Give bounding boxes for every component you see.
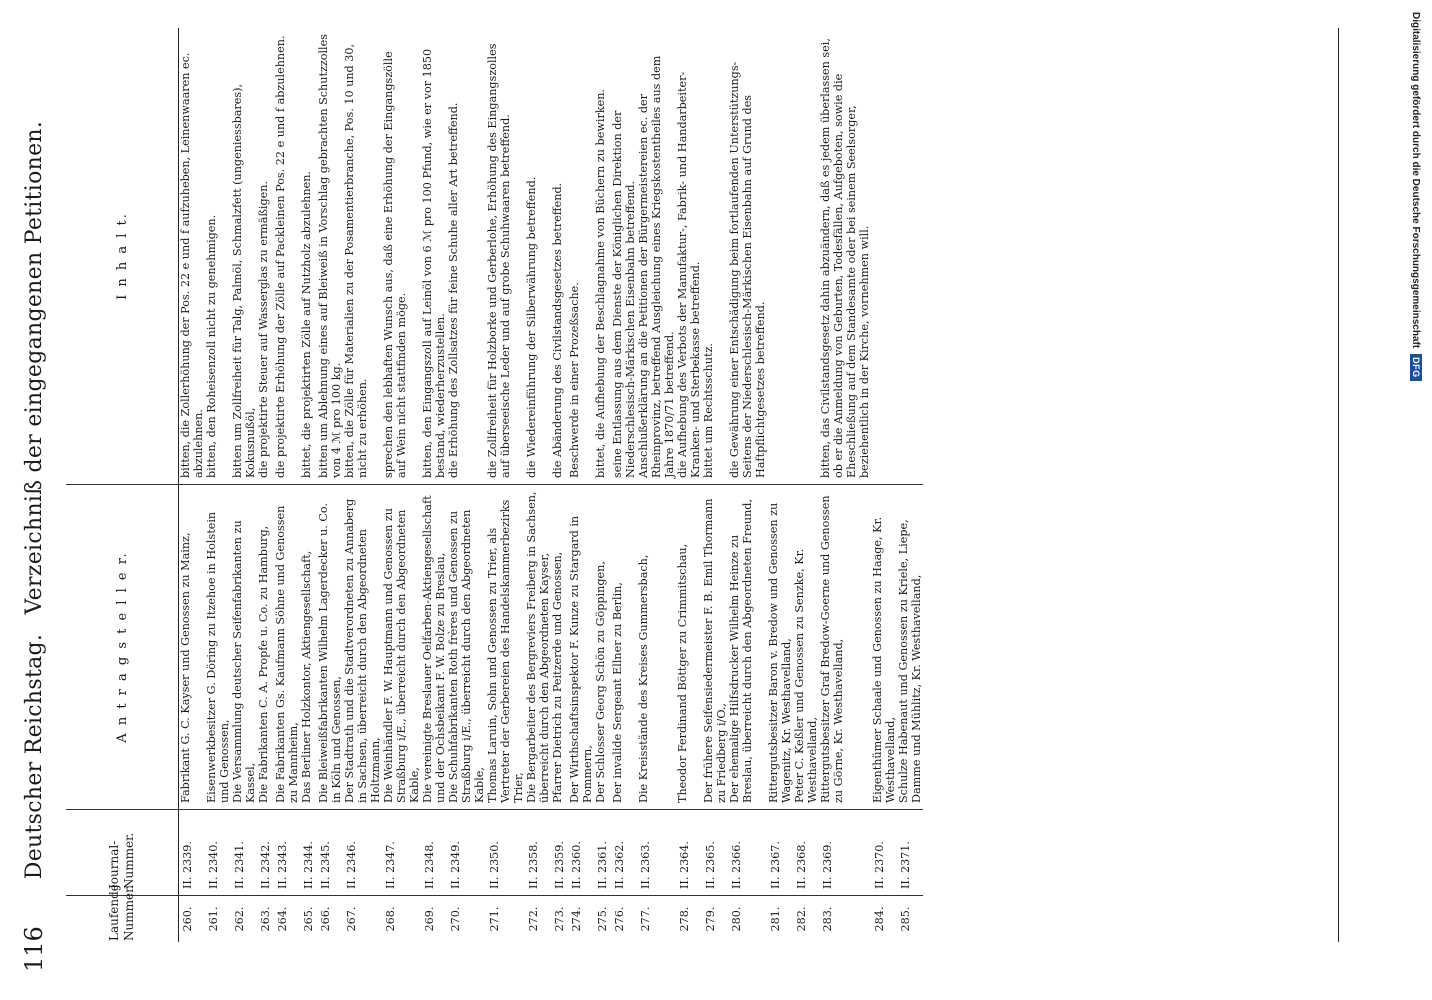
cell-inhalt: die Wiedereinführung der Silberwährung betreffend. <box>525 176 538 478</box>
table-row <box>179 28 206 942</box>
cell-inhalt: bitten um Zollfreiheit für Talg, Palmöl, Schmalzfett (ungeniessbares), Kokusnußöl, <box>231 83 257 478</box>
bottom-rule <box>1338 28 1339 942</box>
column-header-antragsteller: A n t r a g s t e l l e r. <box>66 485 179 810</box>
cell-antragsteller: Der ehemalige Hilfsdrucker Wilhelm Heinze zu Breslau, überreicht durch den Abgeordneten Freund, <box>728 485 767 810</box>
cell-inhalt: die Aufhebung des Verbots der Manufaktur-, Fabrik- und Handarbeiter-Kranken- und Sterbekasse betreffend. <box>676 71 702 478</box>
table-row <box>637 28 676 942</box>
table-row <box>274 28 300 942</box>
cell-jnr: II. 2348. <box>421 810 447 896</box>
petitions-table-wrap <box>66 28 1336 942</box>
cell-jnr: II. 2341. <box>231 810 257 896</box>
cell-jnr: II. 2340. <box>205 810 231 896</box>
cell-lfd: 280. <box>728 896 767 943</box>
cell-antragsteller: Eisenwerkbesitzer G. Döring zu Itzehoe in Holstein und Genossen, <box>205 485 231 810</box>
cell-lfd: 272. <box>525 896 551 943</box>
title-left: Deutscher Reichstag. <box>22 633 47 880</box>
table-row <box>676 28 702 942</box>
cell-antragsteller: Die Bleiweißfabrikanten Wilhelm Lagerdecker u. Co. in Köln und Genossen, <box>317 485 343 810</box>
cell-inhalt: bittet um Rechtsschutz. <box>702 343 715 478</box>
cell-antragsteller: Der invalide Sergeant Ellner zu Berlin, <box>611 485 637 810</box>
cell-inhalt: seine Entlassung aus dem Dienste der Königlichen Direktion der Niederschlesisch-Märkischen Eisenbahn betreffend. <box>611 110 637 478</box>
cell-inhalt: bittet, die Aufhebung der Beschlagnahme von Büchern zu bewirken. <box>594 89 607 478</box>
cell-inhalt <box>767 28 793 485</box>
title-right: Verzeichniß der eingegangenen Petitionen. <box>22 120 47 615</box>
cell-lfd: 275. <box>594 896 611 943</box>
digitisation-note-text: Digitalisierung gefördert durch die Deutsche Forschungsgemeinschaft <box>1410 12 1422 349</box>
table-header-row <box>66 28 179 942</box>
table-row <box>231 28 257 942</box>
table-row <box>793 28 819 942</box>
cell-lfd: 269. <box>421 896 447 943</box>
cell-lfd: 265. <box>300 896 317 943</box>
cell-jnr: II. 2367. <box>767 810 793 896</box>
cell-inhalt: die Zollfreiheit für Holzborke und Gerberlohe, Erhöhung des Eingangszolles auf überseeische Leder und auf grobe Schuhwaaren betreffend. <box>486 43 512 478</box>
cell-antragsteller: Rittergutsbesitzer Baron v. Bredow und Genossen zu Wagenitz, Kr. Westhavelland, <box>767 485 793 810</box>
cell-jnr: II. 2339. <box>179 810 206 896</box>
cell-lfd: 278. <box>676 896 702 943</box>
table-row <box>897 28 923 942</box>
cell-antragsteller: Die vereinigte Breslauer Oelfarben-Aktiengesellschaft und der Ochsbeikant F. W. Bolze zu Breslau, <box>421 485 447 810</box>
table-row <box>382 28 421 942</box>
cell-lfd: 284. <box>871 896 897 943</box>
table-row <box>728 28 767 942</box>
cell-inhalt: bitten, die Zölle für Materialien zu der Posamentierbranche, Pos. 10 und 30, nicht zu erhöhen. <box>343 43 369 478</box>
cell-jnr: II. 2366. <box>728 810 767 896</box>
petitions-table <box>66 28 923 942</box>
cell-inhalt: die projektirte Erhöhung der Zölle auf Packleinen Pos. 22 e und f abzulehnen. <box>274 35 287 478</box>
cell-antragsteller: Theodor Ferdinand Böttger zu Crimmitschau, <box>676 485 702 810</box>
cell-lfd: 270. <box>447 896 486 943</box>
cell-jnr: II. 2347. <box>382 810 421 896</box>
cell-inhalt: bitten, die Zollerhöhung der Pos. 22 e und f aufzuheben, Leinenwaaren ec. abzulehnen. <box>179 52 205 478</box>
cell-lfd: 279. <box>702 896 728 943</box>
cell-lfd: 281. <box>767 896 793 943</box>
cell-antragsteller: Die Fabrikanten C. A. Propfe u. Co. zu Hamburg, <box>257 485 274 810</box>
table-row <box>568 28 594 942</box>
cell-jnr: II. 2363. <box>637 810 676 896</box>
cell-jnr: II. 2342. <box>257 810 274 896</box>
cell-antragsteller: Rittergutsbesitzer Graf Bredow-Goerne und Genossen zu Görne, Kr. Westhavelland, <box>819 485 871 810</box>
page-title <box>22 28 47 972</box>
cell-lfd: 276. <box>611 896 637 943</box>
cell-inhalt <box>871 28 897 485</box>
cell-jnr: II. 2370. <box>871 810 897 896</box>
table-row <box>300 28 317 942</box>
column-header-jnr: Journal-Nummer. <box>66 810 179 896</box>
table-row <box>525 28 551 942</box>
cell-antragsteller: Die Fabrikanten Gs. Kaufmann Söhne und Genossen zu Mannheim, <box>274 485 300 810</box>
cell-inhalt: die projektirte Steuer auf Wasserglas zu ermäßigen. <box>257 180 270 478</box>
cell-lfd: 285. <box>897 896 923 943</box>
table-row <box>594 28 611 942</box>
cell-jnr: II. 2364. <box>676 810 702 896</box>
table-row <box>317 28 343 942</box>
cell-lfd: 273. <box>551 896 568 943</box>
cell-jnr: II. 2359. <box>551 810 568 896</box>
column-header-inhalt: I n h a l t. <box>66 28 179 485</box>
table-row <box>486 28 525 942</box>
cell-inhalt: Beschwerde in einer Prozeßsache. <box>568 282 581 478</box>
cell-inhalt: bittet, die projektirten Zölle auf Nutzholz abzulehnen. <box>300 171 313 478</box>
cell-antragsteller: Thomas Laruin, Sohn und Genossen zu Trier, als Vertreter der Gerbereien des Handelskammerbezirks Trier, <box>486 485 525 810</box>
table-row <box>702 28 728 942</box>
cell-jnr: II. 2346. <box>343 810 382 896</box>
cell-antragsteller: Die Kreisstände des Kreises Gummersbach, <box>637 485 676 810</box>
table-row <box>819 28 871 942</box>
cell-inhalt <box>793 28 819 485</box>
cell-lfd: 264. <box>274 896 300 943</box>
cell-jnr: II. 2343. <box>274 810 300 896</box>
dfg-logo: DFG <box>1410 354 1422 381</box>
cell-antragsteller: Der Wirthschaftsinspektor F. Kunze zu Stargard in Pommern, <box>568 485 594 810</box>
cell-inhalt: die Erhöhung des Zollsatzes für feine Schuhe aller Art betreffend. <box>447 102 460 478</box>
cell-inhalt <box>897 28 923 485</box>
column-header-lfd: Laufende Nummer. <box>66 896 179 943</box>
cell-lfd: 262. <box>231 896 257 943</box>
cell-inhalt: bitten, das Civilstandsgesetz dahin abzuändern, daß es jedem überlassen sei, ob er die Anmeldung von Geburten, Todesfällen, Aufgeboten, sowie die Eheschließung auf dem Standesamte oder bei seinem Seelsorger, beziehentlich in der Kirche, vornehmen will. <box>819 38 871 478</box>
cell-lfd: 268. <box>382 896 421 943</box>
cell-lfd: 271. <box>486 896 525 943</box>
cell-antragsteller: Peter C. Keßler und Genossen zu Senzke, Kr. Westhavelland, <box>793 485 819 810</box>
page-number: 116 <box>20 926 48 972</box>
cell-inhalt: sprechen den lebhaften Wunsch aus, daß eine Erhöhung der Eingangszölle auf Wein nicht stattfinden möge. <box>382 51 408 478</box>
table-row <box>767 28 793 942</box>
cell-inhalt: bitten, den Roheisenzoll nicht zu genehmigen. <box>205 214 218 478</box>
cell-lfd: 282. <box>793 896 819 943</box>
cell-jnr: II. 2369. <box>819 810 871 896</box>
cell-jnr: II. 2371. <box>897 810 923 896</box>
cell-inhalt: bitten, den Eingangszoll auf Leinöl von 6 ℳ pro 100 Pfund, wie er vor 1850 bestand, wiederherzustellen. <box>421 48 447 478</box>
cell-antragsteller: Das Berliner Holzkontor, Aktiengesellschaft, <box>300 485 317 810</box>
cell-antragsteller: Der frühere Seifensiedermeister F. B. Emil Thormann zu Friedberg i/O., <box>702 485 728 810</box>
cell-antragsteller: Fabrikant G. C. Kayser und Genossen zu Mainz, <box>179 485 206 810</box>
table-body <box>179 28 924 942</box>
cell-jnr: II. 2368. <box>793 810 819 896</box>
cell-lfd: 274. <box>568 896 594 943</box>
cell-lfd: 261. <box>205 896 231 943</box>
cell-inhalt: die Gewährung einer Entschädigung beim fortlaufenden Unterstützungs-Seitens der Niederschlesisch-Märkischen Eisenbahn auf Grund des Haftpflichtgesetzes betreffend. <box>728 61 767 478</box>
cell-antragsteller: Die Weinhändler F. W. Hauptmann und Genossen zu Straßburg i/E., überreicht durch den Abgeordneten Kable, <box>382 485 421 810</box>
cell-jnr: II. 2350. <box>486 810 525 896</box>
table-row <box>871 28 897 942</box>
cell-antragsteller: Der Stadtrath und die Stadtverordneten zu Annaberg in Sachsen, überreicht durch den Abgeordneten Holtzmann, <box>343 485 382 810</box>
cell-jnr: II. 2362. <box>611 810 637 896</box>
cell-jnr: II. 2361. <box>594 810 611 896</box>
cell-inhalt: bitten um Ablehnung eines auf Bleiweiß in Vorschlag gebrachten Schutzzolles von 4 ℳ pro 100 kg. <box>317 34 343 478</box>
cell-lfd: 283. <box>819 896 871 943</box>
cell-antragsteller: Pfarrer Dietrich zu Peitzerde und Genossen, <box>551 485 568 810</box>
cell-jnr: II. 2349. <box>447 810 486 896</box>
table-row <box>421 28 447 942</box>
table-row <box>257 28 274 942</box>
table-row <box>205 28 231 942</box>
table-row <box>551 28 568 942</box>
cell-lfd: 266. <box>317 896 343 943</box>
cell-lfd: 260. <box>179 896 206 943</box>
cell-antragsteller: Die Bergarbeiter des Bergreviers Freiberg in Sachsen, überreicht durch den Abgeordneten Kayser, <box>525 485 551 810</box>
table-row <box>447 28 486 942</box>
cell-jnr: II. 2358. <box>525 810 551 896</box>
cell-antragsteller: Die Schuhfabrikanten Roth frères und Genossen zu Straßburg i/E., überreicht durch den Abgeordneten Kable, <box>447 485 486 810</box>
cell-jnr: II. 2365. <box>702 810 728 896</box>
cell-antragsteller: Schulze Habenaut und Genossen zu Kriele, Liepe, Damme und Mühlitz, Kr. Westhavelland, <box>897 485 923 810</box>
cell-inhalt: die Abänderung des Civilstandsgesetzes betreffend. <box>551 182 564 478</box>
cell-antragsteller: Die Versammlung deutscher Seifenfabrikanten zu Kassel, <box>231 485 257 810</box>
page-header <box>14 28 64 972</box>
cell-lfd: 267. <box>343 896 382 943</box>
table-row <box>343 28 382 942</box>
cell-jnr: II. 2344. <box>300 810 317 896</box>
table-row <box>611 28 637 942</box>
cell-lfd: 277. <box>637 896 676 943</box>
cell-inhalt: Anschlußerklärung an die Petitionen der Bürgermeistereien ec. der Rheinprovinz, betreffend Ausgleichung eines Kriegskostentheiles aus dem Jahre 1870/71 betreffend. <box>637 55 676 478</box>
digitisation-note <box>1410 12 1422 381</box>
cell-lfd: 263. <box>257 896 274 943</box>
cell-jnr: II. 2360. <box>568 810 594 896</box>
cell-antragsteller: Der Schlosser Georg Schön zu Göppingen, <box>594 485 611 810</box>
cell-jnr: II. 2345. <box>317 810 343 896</box>
cell-antragsteller: Eigenthümer Schaale und Genossen zu Haage, Kr. Westhavelland, <box>871 485 897 810</box>
